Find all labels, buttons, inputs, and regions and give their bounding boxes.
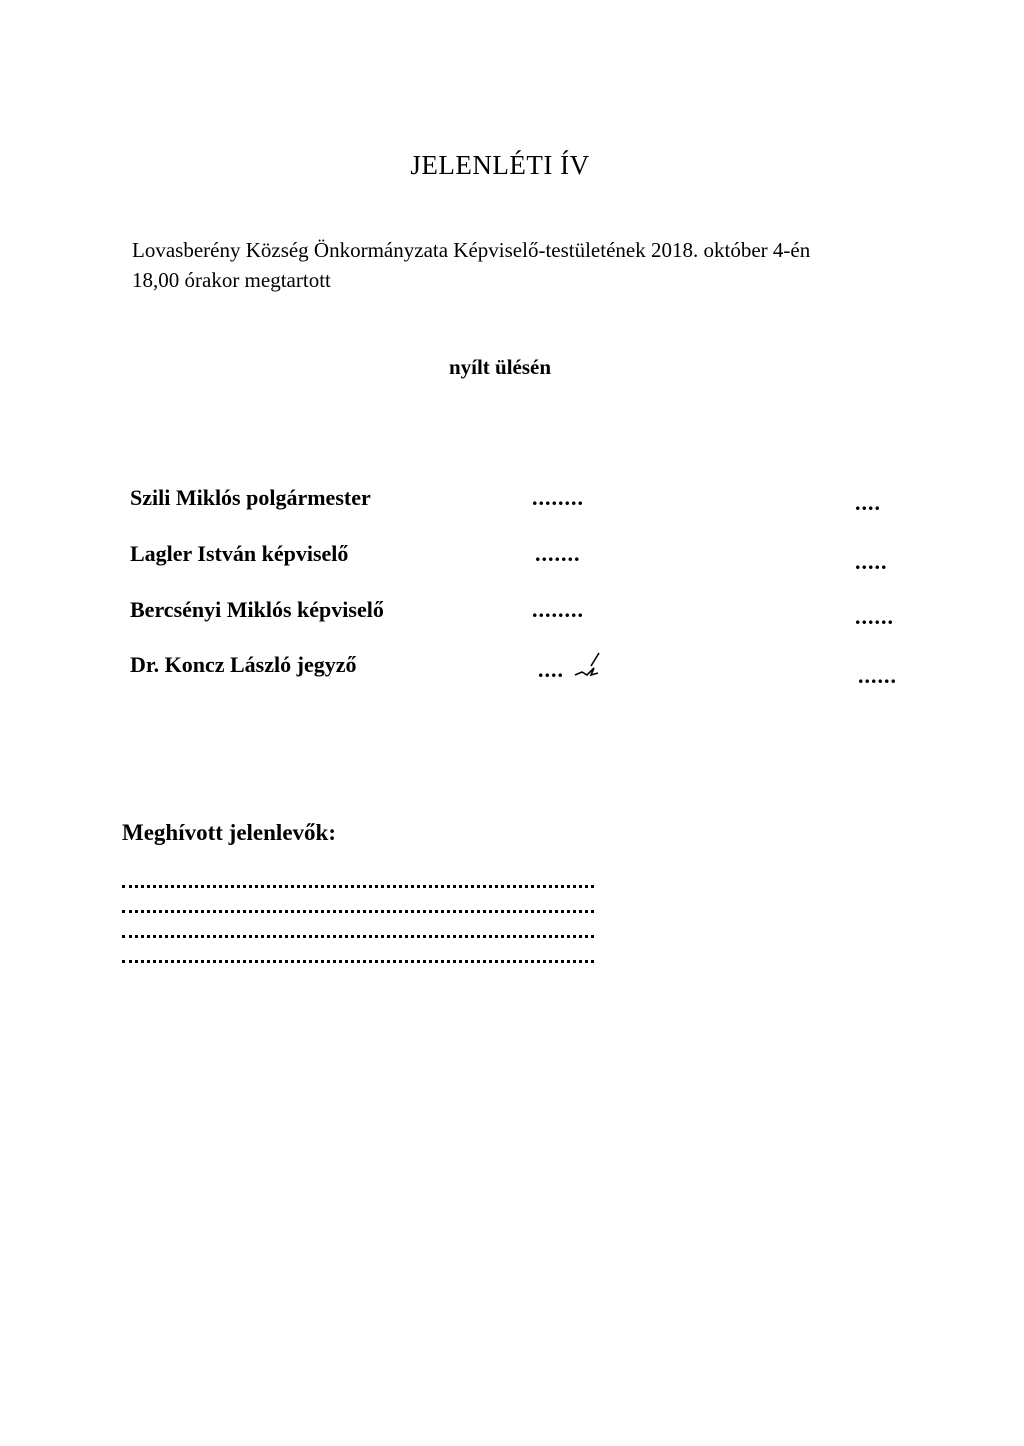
session-type: nyílt ülésén bbox=[448, 355, 552, 379]
signature-mark-icon bbox=[570, 648, 604, 684]
intro-line-1: Lovasberény Község Önkormányzata Képviselő-testületének 2018. október 4-én bbox=[132, 238, 811, 262]
blank-line bbox=[122, 935, 594, 938]
signature-field: ........ bbox=[532, 485, 584, 510]
signature-field: .... bbox=[538, 657, 564, 682]
invited-label: Meghívott jelenlevők: bbox=[122, 820, 336, 845]
extra-field: ...... bbox=[858, 663, 897, 688]
blank-line bbox=[122, 960, 594, 963]
extra-field: ...... bbox=[855, 604, 894, 629]
attendee-name: Dr. Koncz László jegyző bbox=[130, 652, 357, 677]
intro-line-2: 18,00 órakor megtartott bbox=[132, 268, 331, 292]
signature-field: ........ bbox=[532, 597, 584, 622]
attendee-name: Bercsényi Miklós képviselő bbox=[130, 597, 384, 622]
document-title: JELENLÉTI ÍV bbox=[410, 150, 590, 180]
attendee-name: Szili Miklós polgármester bbox=[130, 485, 371, 510]
extra-field: .... bbox=[855, 490, 881, 515]
signature-field: ....... bbox=[535, 541, 581, 566]
attendee-name: Lagler István képviselő bbox=[130, 541, 349, 566]
blank-line bbox=[122, 885, 594, 888]
blank-line bbox=[122, 910, 594, 913]
extra-field: ..... bbox=[855, 549, 888, 574]
